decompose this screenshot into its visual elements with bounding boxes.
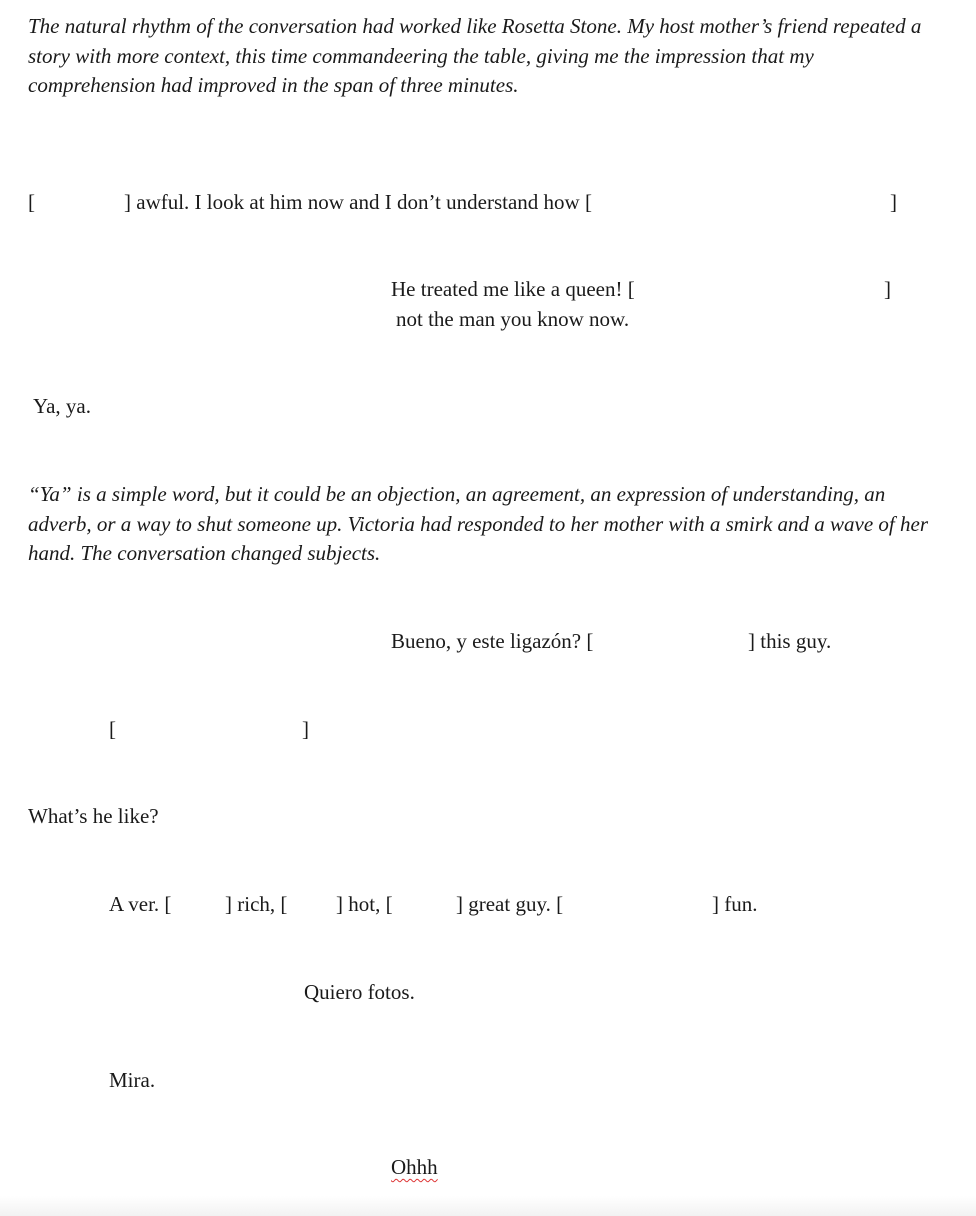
bracket-open: [ [28,190,35,214]
dialogue-line-5 [0,715,976,745]
dialogue-line-9: Mira. [109,1068,156,1092]
dialogue-line-1 [0,188,976,218]
dialogue-line-7 [0,890,976,920]
bracket-close: ] [302,717,309,741]
narration-paragraph-1: The natural rhythm of the conversation had worked like Rosetta Stone. My host mother’s friend repeated a story with more context, this time commandeering the table, giving me the impression that my comprehension had improved in the span of three minutes. [28,14,922,97]
bracket-close: ] [890,190,897,214]
narration-paragraph-2: “Ya” is a simple word, but it could be an objection, an agreement, an expression of understanding, an adverb, or a way to shut someone up. Victoria had responded to her mother with a smirk and a wave of her hand. The conversation changed subjects. [28,482,928,565]
dialogue-line-4 [0,627,976,657]
dialogue-text: ] fun. [712,892,758,916]
dialogue-line-8: Quiero fotos. [304,980,415,1004]
dialogue-text: ] hot, [ [336,892,393,916]
dialogue-text: ] rich, [ [225,892,288,916]
dialogue-text: Bueno, y este ligazón? [ [391,629,594,653]
bracket-open: [ [109,717,116,741]
dialogue-line-3: Ya, ya. [33,394,91,418]
dialogue-line-6: What’s he like? [28,804,159,828]
dialogue-line-2-continued: not the man you know now. [396,307,630,331]
page-bottom-edge [0,1196,976,1216]
dialogue-text: ] great guy. [ [456,892,564,916]
dialogue-text: A ver. [ [109,892,172,916]
dialogue-line-10-spellcheck-flagged[interactable]: Ohhh [391,1155,438,1179]
bracket-close: ] [884,277,891,301]
dialogue-line-2 [0,275,976,305]
dialogue-text: He treated me like a queen! [ [391,277,635,301]
dialogue-text: ] awful. I look at him now and I don’t understand how [ [124,190,592,214]
dialogue-text: ] this guy. [748,629,832,653]
